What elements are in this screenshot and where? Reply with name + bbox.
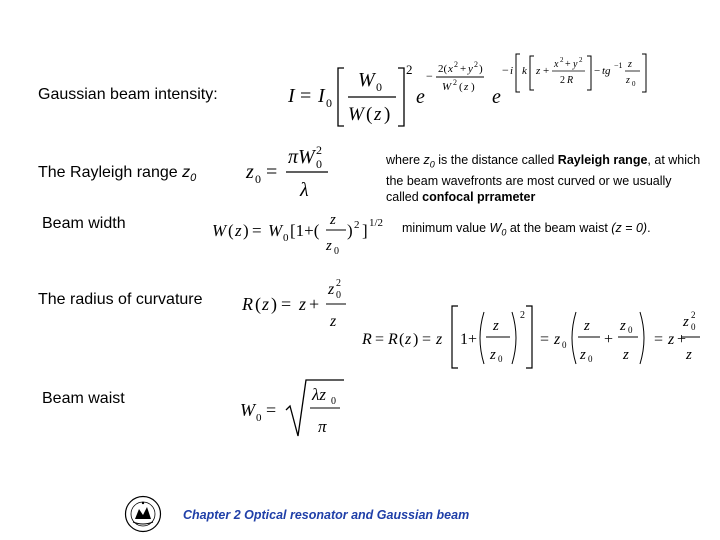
svg-text:e: e [416, 86, 425, 108]
svg-text:z: z [628, 59, 632, 70]
svg-text:2: 2 [520, 310, 525, 321]
svg-text:z: z [620, 318, 626, 334]
svg-text:z: z [246, 161, 254, 183]
svg-text:+: + [543, 65, 550, 77]
svg-text:2: 2 [474, 60, 478, 69]
svg-text:): ) [479, 63, 483, 75]
svg-text:z: z [626, 75, 630, 86]
svg-text:z: z [584, 318, 590, 334]
beam-waist-equation [240, 376, 350, 442]
svg-text:x: x [448, 63, 453, 75]
svg-text:z: z [330, 212, 336, 228]
svg-text:+: + [677, 331, 687, 348]
svg-text:2: 2 [336, 278, 341, 289]
svg-text:z: z [328, 281, 335, 298]
svg-text:z: z [374, 104, 382, 125]
svg-text:0: 0 [283, 232, 289, 244]
svg-text:−: − [594, 65, 601, 77]
rayleigh-range-equation [244, 140, 344, 210]
svg-text:0: 0 [691, 322, 696, 332]
svg-text:2: 2 [579, 56, 583, 64]
svg-text:2: 2 [354, 219, 360, 231]
svg-text:W: W [442, 81, 452, 93]
svg-text:−: − [502, 63, 509, 77]
svg-text:+: + [460, 63, 467, 75]
svg-text:=: = [281, 294, 292, 314]
svg-text:y: y [573, 59, 578, 70]
svg-text:2(: 2( [438, 63, 448, 75]
svg-text:1+: 1+ [460, 331, 478, 348]
svg-text:λz: λz [312, 385, 326, 404]
svg-text:=: = [266, 161, 278, 183]
svg-text:0: 0 [336, 290, 341, 301]
svg-text:2: 2 [316, 143, 322, 157]
gaussian-intensity-label: Gaussian beam intensity: [38, 86, 218, 103]
svg-text:W: W [240, 400, 255, 420]
svg-text:z: z [493, 318, 499, 334]
svg-text:0: 0 [256, 412, 262, 424]
svg-text:πW: πW [288, 146, 315, 168]
svg-text:): ) [413, 331, 419, 348]
chapter-footer: Chapter 2 Optical resonator and Gaussian beam [183, 508, 470, 522]
svg-text:x: x [554, 59, 559, 70]
svg-text:2: 2 [560, 75, 565, 86]
svg-text:(: ( [366, 104, 373, 125]
university-seal-logo [124, 495, 162, 533]
svg-text:+: + [604, 331, 614, 348]
svg-text:(: ( [228, 221, 234, 240]
svg-text:z: z [405, 331, 412, 348]
svg-text:=: = [300, 85, 312, 107]
svg-text:0: 0 [331, 396, 336, 407]
svg-text:0: 0 [498, 354, 503, 364]
svg-text:=: = [422, 331, 432, 348]
svg-text:2: 2 [406, 62, 413, 77]
svg-text:R: R [388, 331, 398, 348]
gaussian-intensity-equation [286, 40, 646, 130]
svg-text:z: z [623, 347, 629, 363]
svg-text:=: = [654, 331, 664, 348]
svg-text:z: z [536, 65, 541, 77]
rayleigh-note: where $z_0$ is the distance called Rayleigh range, at which the beam wavefronts are most curved or we usually called confocal prrameter [386, 153, 701, 204]
svg-text:+: + [565, 59, 571, 70]
svg-text:2: 2 [560, 56, 564, 64]
radius-expanded-equation [362, 300, 707, 380]
svg-text:(: ( [399, 331, 405, 348]
svg-text:]: ] [362, 221, 368, 240]
svg-text:z: z [436, 331, 443, 348]
svg-text:0: 0 [628, 325, 633, 335]
svg-text:z: z [299, 294, 307, 314]
svg-text:i: i [510, 65, 514, 77]
svg-text:0: 0 [632, 80, 636, 88]
svg-text:0: 0 [334, 246, 339, 257]
svg-text:z: z [490, 347, 496, 363]
svg-text:): ) [271, 294, 277, 314]
svg-text:=: = [266, 400, 277, 420]
svg-text:λ: λ [300, 179, 309, 201]
radius-of-curvature-label: The radius of curvature [38, 291, 203, 308]
rayleigh-range-text: The Rayleigh range [38, 164, 178, 181]
svg-text:(: ( [255, 294, 261, 314]
svg-text:=: = [375, 331, 385, 348]
svg-text:y: y [468, 63, 473, 75]
svg-text:0: 0 [255, 172, 261, 186]
svg-text:I: I [318, 85, 325, 107]
svg-text:z: z [580, 347, 586, 363]
svg-text:1/2: 1/2 [369, 217, 384, 229]
svg-text:0: 0 [316, 157, 322, 171]
svg-text:0: 0 [562, 340, 567, 350]
svg-text:0: 0 [326, 96, 332, 110]
svg-text:z: z [464, 81, 469, 93]
svg-text:): ) [347, 221, 353, 240]
svg-text:+: + [309, 294, 320, 314]
svg-text:−: − [426, 69, 433, 83]
svg-text:=: = [252, 221, 262, 240]
svg-text:R: R [567, 75, 574, 86]
svg-text:z: z [330, 313, 337, 330]
svg-text:z: z [683, 314, 689, 330]
svg-text:W: W [268, 221, 283, 240]
svg-text:R: R [242, 294, 253, 314]
svg-text:2: 2 [453, 78, 457, 87]
svg-text:k: k [522, 65, 527, 77]
svg-text:z: z [326, 238, 332, 254]
svg-text:2: 2 [454, 60, 458, 69]
rayleigh-symbol: z [182, 164, 191, 181]
svg-text:=: = [540, 331, 550, 348]
rayleigh-symbol-sub: 0 [190, 172, 197, 185]
beam-width-label: Beam width [42, 215, 126, 232]
svg-text:I: I [288, 85, 295, 107]
beam-width-note: minimum value $W_0$ at the beam waist (z = 0). [402, 221, 651, 238]
rayleigh-range-label [38, 164, 196, 184]
svg-text:z: z [668, 331, 675, 348]
radius-short-equation [242, 276, 362, 336]
svg-text:2: 2 [691, 310, 696, 320]
svg-text:0: 0 [376, 80, 382, 94]
svg-text:z: z [686, 347, 692, 363]
svg-text:z: z [262, 294, 270, 314]
svg-text:tg: tg [602, 65, 611, 77]
svg-text:(: ( [459, 81, 463, 93]
svg-text:z: z [554, 331, 561, 348]
svg-text:π: π [318, 417, 327, 436]
svg-text:W: W [212, 221, 227, 240]
beam-waist-label: Beam waist [42, 390, 125, 407]
svg-text:): ) [243, 221, 249, 240]
svg-text:0: 0 [588, 354, 593, 364]
svg-text:[1+(: [1+( [290, 221, 320, 240]
svg-text:): ) [471, 81, 475, 93]
svg-text:): ) [384, 104, 391, 125]
svg-text:z: z [235, 221, 242, 240]
svg-text:R: R [362, 331, 372, 348]
svg-text:W: W [348, 104, 364, 125]
beam-width-equation [212, 204, 392, 264]
svg-text:e: e [492, 86, 501, 108]
svg-text:W: W [358, 69, 375, 91]
svg-text:−1: −1 [614, 61, 623, 70]
